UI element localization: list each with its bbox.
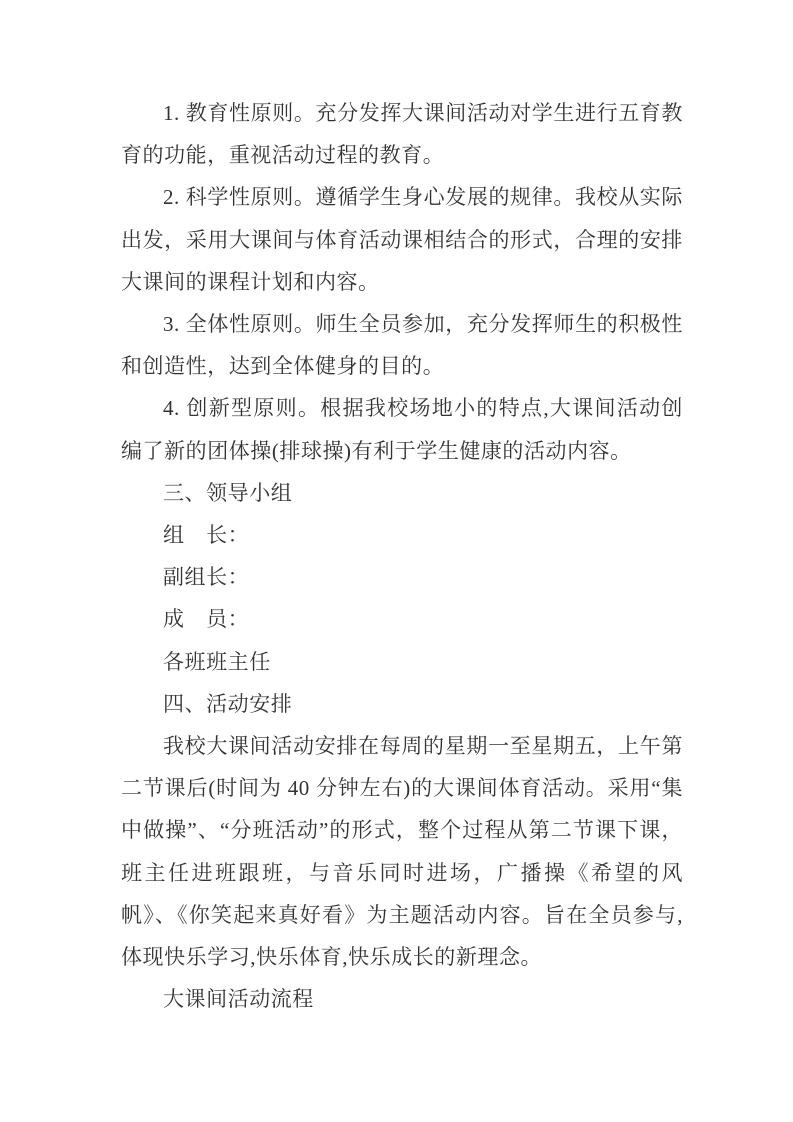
paragraph-principle-3: 3. 全体性原则。师生全员参加，充分发挥师生的积极性和创造性，达到全体健身的目的。 bbox=[121, 312, 683, 379]
line-activity-flow: 大课间活动流程 bbox=[163, 987, 314, 1012]
heading-activity-plan: 四、活动安排 bbox=[163, 691, 293, 716]
paragraph-principle-2: 2. 科学性原则。遵循学生身心发展的规律。我校从实际出发，采用大课间与体育活动课相结合的形式，合理的安排大课间的课程计划和内容。 bbox=[121, 185, 683, 294]
line-class-teachers: 各班班主任 bbox=[163, 649, 271, 674]
line-deputy-leader: 副组长： bbox=[163, 565, 250, 590]
paragraph-principle-4: 4. 创新型原则。根据我校场地小的特点,大课间活动创编了新的团体操(排球操)有利于学生健康的活动内容。 bbox=[121, 396, 683, 463]
line-group-leader: 组 长： bbox=[163, 523, 250, 548]
paragraph-activity-plan: 我校大课间活动安排在每周的星期一至星期五，上午第二节课后(时间为 40 分钟左右)的大课间体育活动。采用“集中做操”、“分班活动”的形式，整个过程从第二节课下课，班主任进班跟班，与音乐同时进场，广播操《希望的风帆》、《你笑起来真好看》为主题活动内容。旨在全员参与,体现快乐学习,快乐体育,快乐成长的新理念。 bbox=[121, 734, 683, 970]
heading-leading-group: 三、领导小组 bbox=[163, 480, 293, 505]
paragraph-principle-1: 1. 教育性原则。充分发挥大课间活动对学生进行五育教育的功能，重视活动过程的教育。 bbox=[121, 101, 683, 168]
line-members: 成 员： bbox=[163, 607, 250, 632]
document-body bbox=[121, 92, 683, 1020]
